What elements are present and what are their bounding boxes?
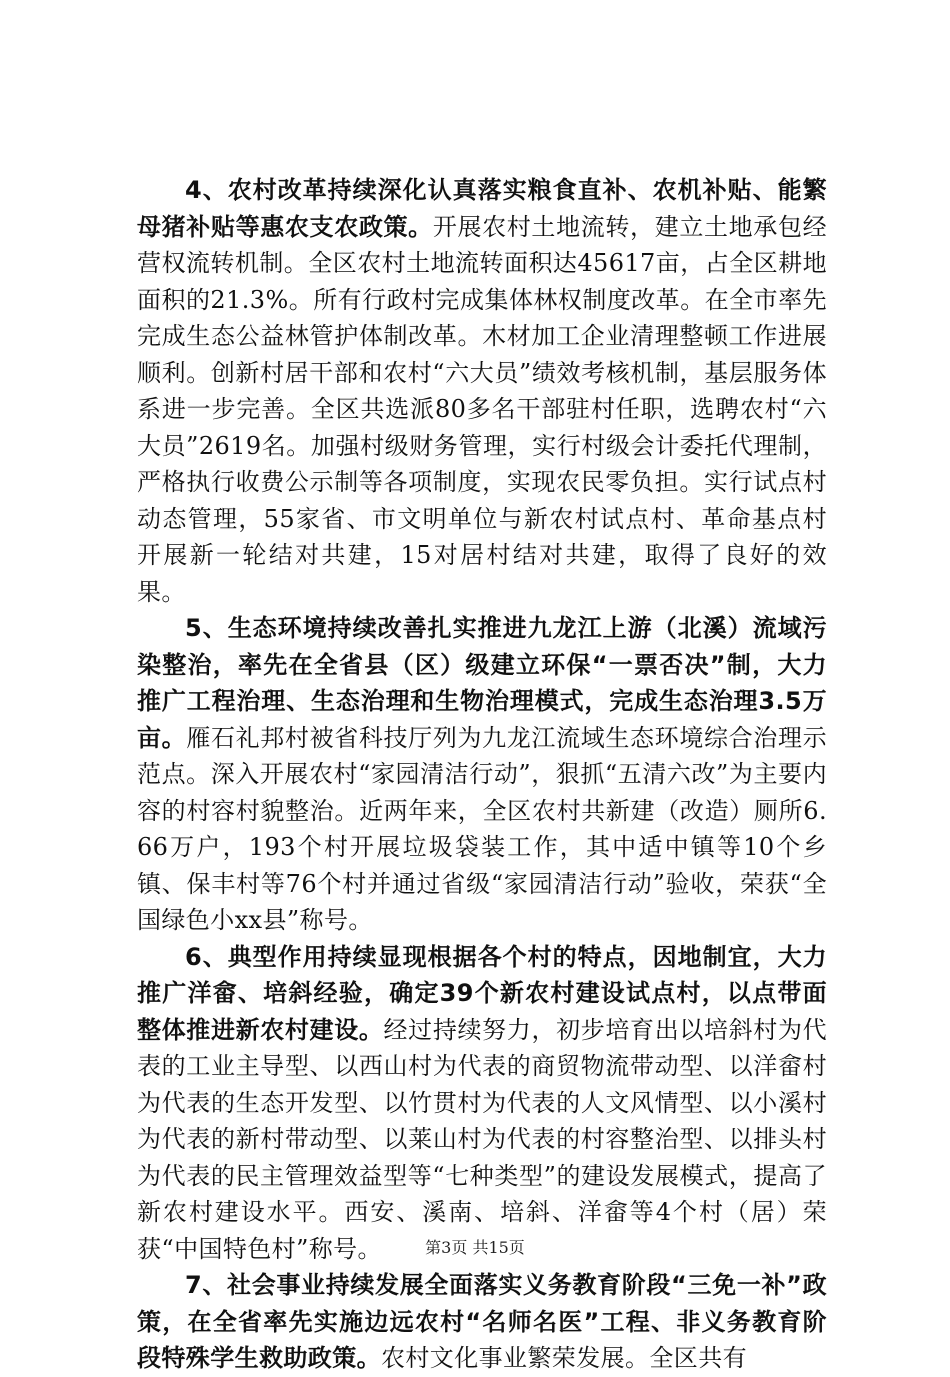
paragraph-text: 开展农村土地流转，建立土地承包经营权流转机制。全区农村土地流转面积达45617亩，占全区耕地面积的21.3%。所有行政村完成集体林权制度改革。在全市率先完成生态公益林管护体制改革。木材加工企业清理整顿工作进展顺利。创新村居干部和农村“六大员”绩效考核机制，基层服务体系进一步完善。全区共选派80多名干部驻村任职，选聘农村“六大员”2619名。加强村级财务管理，实行村级会计委托代理制，严格执行收费公示制等各项制度，实现农民零负担。实行试点村动态管理，55家省、市文明单位与新农村试点村、革命基点村开展新一轮结对共建，15对居村结对共建，取得了良好的效果。 — [137, 212, 827, 606]
paragraph-social-affairs — [137, 1267, 827, 1377]
paragraph-text: 农村文化事业繁荣发展。全区共有 — [381, 1344, 747, 1372]
paragraph-text: 雁石礼邦村被省科技厅列为九龙江流域生态环境综合治理示范点。深入开展农村“家园清洁行动”，狠抓“五清六改”为主要内容的村容村貌整治。近两年来，全区农村共新建（改造）厕所6.66万户，193个村开展垃圾袋装工作，其中适中镇等10个乡镇、保丰村等76个村并通过省级“家园清洁行动”验收，荣获“全国绿色小xx县”称号。 — [137, 723, 827, 934]
paragraph-lead: 5、生态环境持续改善扎实推进九龙江上游（北溪）流域污染整治，率先在全省县（区）级建立环保“一票否决”制，大力推广工程治理、生态治理和生物治理模式，完成生态治理3.5万亩。 — [137, 614, 827, 752]
paragraph-typical-role — [137, 939, 827, 1268]
paragraph-text: 经过持续努力，初步培育出以培斜村为代表的工业主导型、以西山村为代表的商贸物流带动型、以洋畲村为代表的生态开发型、以竹贯村为代表的人文风情型、以小溪村为代表的新村带动型、以莱山村为代表的村容整治型、以排头村为代表的民主管理效益型等“七种类型”的建设发展模式，提高了新农村建设水平。西安、溪南、培斜、洋畲等4个村（居）荣获“中国特色村”称号。 — [137, 1015, 828, 1263]
page-number: 第3页 共15页 — [425, 1238, 525, 1257]
body-text — [137, 172, 827, 1377]
paragraph-lead: 6、典型作用持续显现根据各个村的特点，因地制宜，大力推广洋畲、培斜经验，确定39个新农村建设试点村，以点带面整体推进新农村建设。 — [137, 942, 827, 1044]
paragraph-lead: 4、农村改革持续深化认真落实粮食直补、农机补贴、能繁母猪补贴等惠农支农政策。 — [137, 176, 827, 241]
paragraph-rural-reform — [137, 172, 827, 610]
paragraph-ecology — [137, 610, 827, 939]
page-footer — [0, 1238, 950, 1258]
paragraph-lead: 7、社会事业持续发展全面落实义务教育阶段“三免一补”政策，在全省率先实施边远农村“名师名医”工程、非义务教育阶段特殊学生救助政策。 — [137, 1271, 827, 1372]
